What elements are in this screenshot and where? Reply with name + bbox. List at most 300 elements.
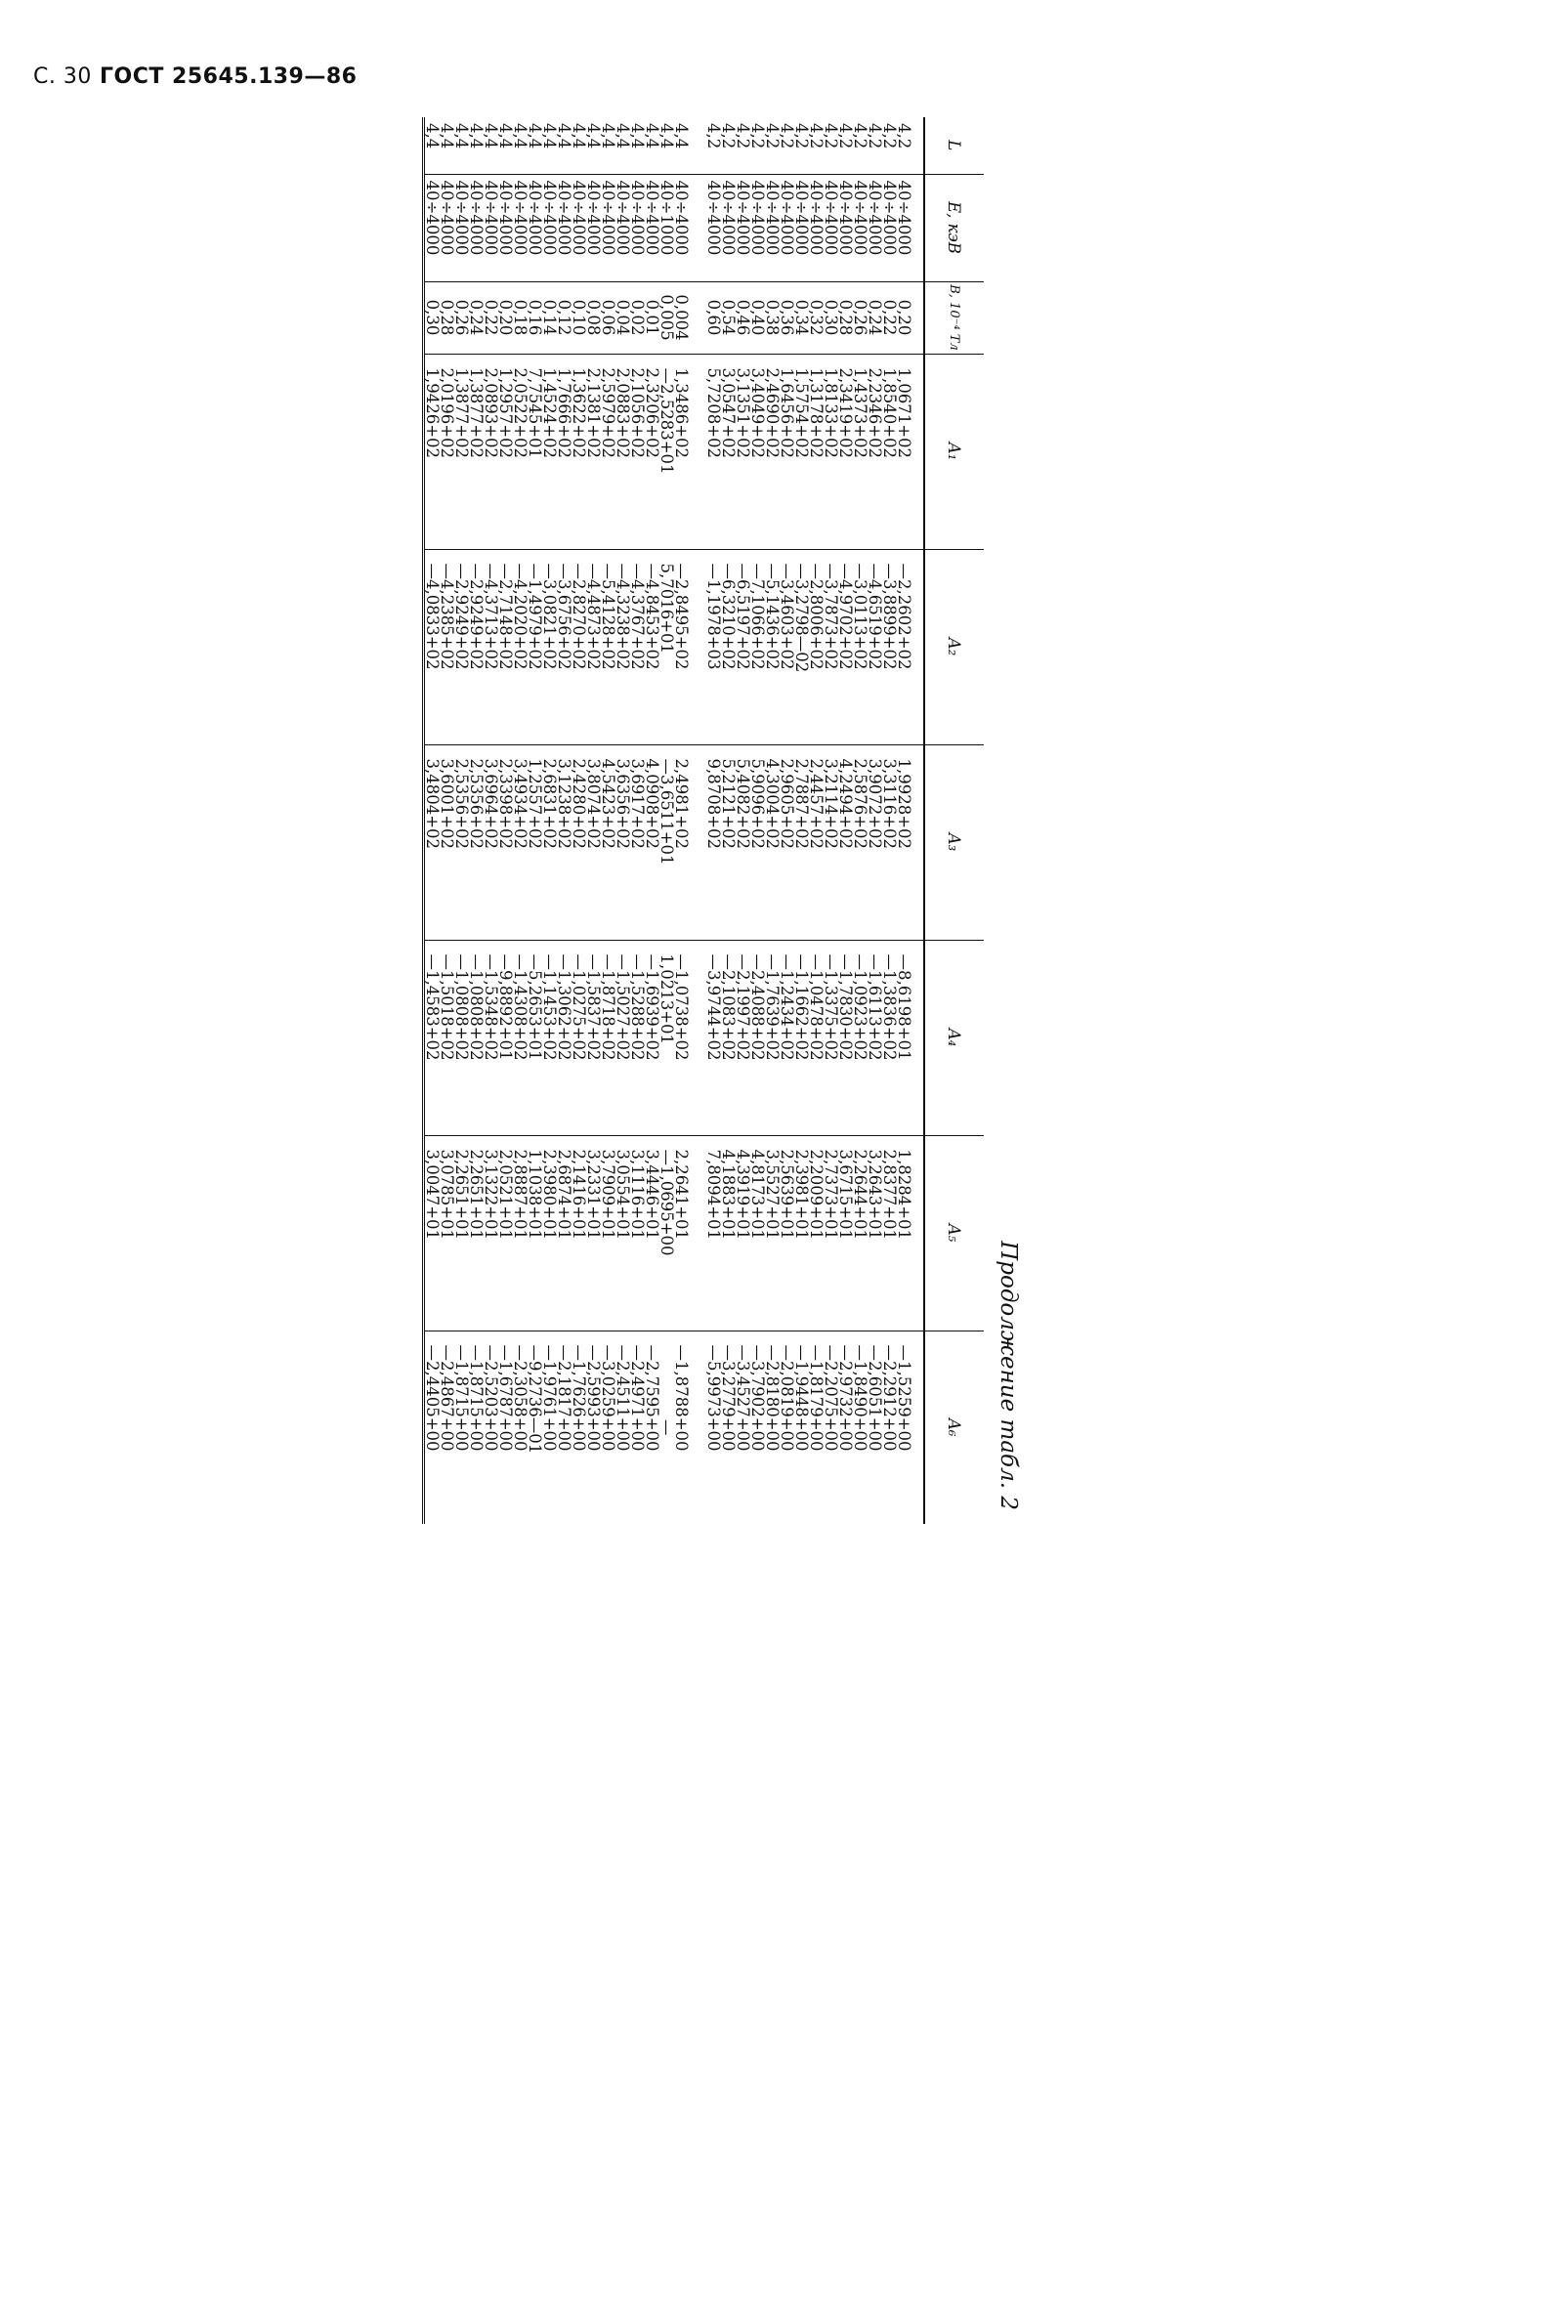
cell-A2: —3,0113+02 — [853, 549, 868, 744]
cell-A1: 1,3877+02 — [469, 354, 484, 549]
cell-A3: 3,8074+02 — [586, 744, 601, 940]
cell-B: 0,40 — [750, 281, 765, 354]
cell-B: 0,06 — [601, 281, 615, 354]
cell-L: 4,4 — [599, 123, 617, 149]
cell-A3: 3,6964+02 — [484, 744, 498, 940]
cell-A1: 1,0671+02 — [897, 354, 924, 549]
col-header-B: B, 10⁻⁴ Тл — [924, 281, 984, 354]
cell-A2: —4,4873+02 — [586, 549, 601, 744]
cell-A4: —1,3062+02 — [557, 940, 572, 1135]
table-row — [615, 117, 630, 1524]
cell-A3: 1,9928+02 — [897, 744, 924, 940]
cell-A2: —4,3238+02 — [615, 549, 630, 744]
table-row — [721, 117, 736, 1524]
cell-L: 4,2 — [778, 123, 796, 149]
cell-A3: 2,4457+02 — [809, 744, 824, 940]
cell-A3: 3,4804+02 — [424, 744, 441, 940]
cell-E: 40÷4000 — [572, 174, 586, 281]
cell-A2: —2,8495+02 — [674, 549, 689, 744]
cell-A4: —1,1453+02 — [542, 940, 557, 1135]
cell-A5: 1,1038+01 — [528, 1135, 542, 1331]
cell-A2: —5,1436+02 — [765, 549, 780, 744]
cell-A3: 4,0908+02 — [645, 744, 659, 940]
cell-A6: —2,5993+00 — [586, 1331, 601, 1524]
cell-E: 40÷4000 — [794, 174, 809, 281]
cell-E: 40÷4000 — [469, 174, 484, 281]
table-row — [498, 117, 513, 1524]
cell-A6: —3,2779+00 — [721, 1331, 736, 1524]
cell-L: 4,4 — [672, 123, 691, 149]
cell-A2: —2,9249+02 — [469, 549, 484, 744]
cell-A4: —2,1997+02 — [736, 940, 750, 1135]
cell-A5: 3,7909+01 — [601, 1135, 615, 1331]
cell-B: 0,14 — [542, 281, 557, 354]
cell-A5: 2,2651+01 — [469, 1135, 484, 1331]
table-row — [586, 117, 601, 1524]
table-caption: Продолжение табл. 2 — [996, 1241, 1021, 1510]
cell-A6: —2,4405+00 — [424, 1331, 441, 1524]
cell-L: 4,4 — [540, 123, 559, 149]
cell-A4: —1,5288+02 — [630, 940, 645, 1135]
table-row — [528, 117, 542, 1524]
table-row — [542, 117, 557, 1524]
cell-A6: —1,8788+00 — [674, 1331, 689, 1524]
cell-A2: —3,8899+02 — [882, 549, 897, 744]
cell-A6: —2,4511+00 — [615, 1331, 630, 1524]
table-row — [659, 117, 674, 1524]
cell-B: 0,30 — [424, 281, 441, 354]
cell-A5: 2,5639+01 — [780, 1135, 794, 1331]
cell-A5: 3,6715+01 — [838, 1135, 853, 1331]
cell-A5: 2,1416+01 — [572, 1135, 586, 1331]
cell-A1: 3,1351+02 — [736, 354, 750, 549]
cell-B: 0,18 — [513, 281, 528, 354]
page-number: С. 30 — [33, 64, 92, 89]
cell-A4: —8,6198+01 — [897, 940, 924, 1135]
table-row — [440, 117, 454, 1524]
table-row — [897, 117, 924, 1524]
cell-A5: 2,3981+01 — [794, 1135, 809, 1331]
cell-E: 40÷4000 — [897, 174, 924, 281]
cell-B: 0,02 — [630, 281, 645, 354]
cell-A2: —3,7873+02 — [824, 549, 838, 744]
cell-B: 0,30 — [824, 281, 838, 354]
cell-B: 0,26 — [454, 281, 469, 354]
cell-A1: 1,6456+02 — [780, 354, 794, 549]
cell-L: 4,2 — [807, 123, 826, 149]
cell-A5: 2,6874+01 — [557, 1135, 572, 1331]
cell-A2: —5,4128+02 — [601, 549, 615, 744]
table-row — [572, 117, 586, 1524]
cell-L: 4,4 — [584, 123, 603, 149]
col-header-A6: A₆ — [924, 1331, 984, 1524]
cell-A6: —2,2075+00 — [824, 1331, 838, 1524]
cell-A2: —4,6519+02 — [868, 549, 882, 744]
cell-B: 0,005 — [659, 281, 674, 354]
cell-L: 4,2 — [895, 123, 913, 149]
cell-L: 4,4 — [526, 123, 544, 149]
cell-A6: —3,7902+00 — [750, 1331, 765, 1524]
cell-A3: —3,6511+01 — [659, 744, 674, 940]
cell-A1: 1,2957+02 — [498, 354, 513, 549]
cell-E: 40÷4000 — [674, 174, 689, 281]
cell-E: 40÷4000 — [528, 174, 542, 281]
cell-B: 0,04 — [615, 281, 630, 354]
cell-A2: —2,9249+02 — [454, 549, 469, 744]
cell-A1: 2,3419+02 — [838, 354, 853, 549]
cell-B: 0,10 — [572, 281, 586, 354]
cell-B: 0,12 — [557, 281, 572, 354]
col-header-A5: A₅ — [924, 1135, 984, 1331]
cell-E: 40÷4000 — [868, 174, 882, 281]
cell-L: 4,2 — [748, 123, 767, 149]
cell-A2: —3,4603+02 — [780, 549, 794, 744]
cell-A6: —2,6051+00 — [868, 1331, 882, 1524]
cell-B: 0,36 — [780, 281, 794, 354]
cell-A4: —1,4583+02 — [424, 940, 441, 1135]
cell-A5: 2,8887+01 — [513, 1135, 528, 1331]
cell-A3: 5,9096+02 — [750, 744, 765, 940]
cell-A5: 3,0047+01 — [424, 1135, 441, 1331]
cell-A1: —2,5283+01 — [659, 354, 674, 549]
table-row — [736, 117, 750, 1524]
col-header-A4: A₄ — [924, 940, 984, 1135]
cell-A4: —1,5348+02 — [484, 940, 498, 1135]
cell-A4: —2,1083+02 — [721, 940, 736, 1135]
cell-A2: —4,2020+02 — [513, 549, 528, 744]
cell-A1: 7,7545+01 — [528, 354, 542, 549]
cell-A2: 5,7016+01 — [659, 549, 674, 744]
cell-A5: 4,1883+01 — [721, 1135, 736, 1331]
cell-L: 4,2 — [866, 123, 884, 149]
cell-A4: —1,7639+02 — [765, 940, 780, 1135]
cell-A3: 3,6356+02 — [615, 744, 630, 940]
cell-A6: — — [659, 1331, 674, 1524]
cell-B: 0,54 — [721, 281, 736, 354]
cell-B: 0,08 — [586, 281, 601, 354]
cell-A1: 2,0522+02 — [513, 354, 528, 549]
cell-A5: 2,7373+01 — [824, 1135, 838, 1331]
cell-A1: 1,4524+02 — [542, 354, 557, 549]
cell-A2: —4,0833+02 — [424, 549, 441, 744]
cell-A1: 3,4049+02 — [750, 354, 765, 549]
table-row — [882, 117, 897, 1524]
cell-A5: 4,3919+01 — [736, 1135, 750, 1331]
cell-E: 40÷4000 — [601, 174, 615, 281]
cell-A5: 3,1322+01 — [484, 1135, 498, 1331]
cell-A6: —1,8490+00 — [853, 1331, 868, 1524]
cell-A3: 3,6917+02 — [630, 744, 645, 940]
cell-A4: —1,0923+02 — [853, 940, 868, 1135]
cell-A6: —1,8715+00 — [469, 1331, 484, 1524]
cell-A2: —6,5197+02 — [736, 549, 750, 744]
table-row — [513, 117, 528, 1524]
table-row — [484, 117, 498, 1524]
cell-A1: 2,4690+02 — [765, 354, 780, 549]
cell-A4: —1,8718+02 — [601, 940, 615, 1135]
cell-A5: 4,8173+01 — [750, 1135, 765, 1331]
cell-L: 4,4 — [496, 123, 515, 149]
cell-A6: —2,0819+00 — [780, 1331, 794, 1524]
cell-E: 40÷4000 — [824, 174, 838, 281]
cell-A2: —4,2385+02 — [440, 549, 454, 744]
cell-A2: —2,7148+02 — [498, 549, 513, 744]
cell-A6: —3,0259+00 — [601, 1331, 615, 1524]
cell-A4: —1,6113+02 — [868, 940, 882, 1135]
cell-E: 40÷4000 — [513, 174, 528, 281]
cell-A4: —5,2653+01 — [528, 940, 542, 1135]
cell-E: 40÷4000 — [542, 174, 557, 281]
cell-A2: —2,8006+02 — [809, 549, 824, 744]
cell-A2: —1,4979+02 — [528, 549, 542, 744]
cell-B: 0,20 — [498, 281, 513, 354]
cell-L: 4,2 — [851, 123, 869, 149]
cell-A3: 2,7887+02 — [794, 744, 809, 940]
cell-A5: 3,2643+01 — [868, 1135, 882, 1331]
cell-A5: 3,0785+01 — [440, 1135, 454, 1331]
cell-A4: —1,5837+02 — [586, 940, 601, 1135]
cell-A3: 2,4981+02 — [674, 744, 689, 940]
cell-A1: 3,0547+02 — [721, 354, 736, 549]
cell-E: 40÷4000 — [780, 174, 794, 281]
cell-A5: 3,1116+01 — [630, 1135, 645, 1331]
cell-A6: —2,3058+00 — [513, 1331, 528, 1524]
table-row — [794, 117, 809, 1524]
col-header-L: L — [924, 117, 984, 174]
cell-A5: 1,8284+01 — [897, 1135, 924, 1331]
table-row — [809, 117, 824, 1524]
cell-A4: —1,3836+02 — [882, 940, 897, 1135]
cell-A4: —1,5018+02 — [440, 940, 454, 1135]
cell-A3: 3,9072+02 — [868, 744, 882, 940]
cell-A2: —4,9702+02 — [838, 549, 853, 744]
cell-L: 4,4 — [614, 123, 632, 149]
cell-B: 0,01 — [645, 281, 659, 354]
cell-A1: 2,1381+02 — [586, 354, 601, 549]
cell-L: 4,2 — [822, 123, 840, 149]
cell-A3: 2,6831+02 — [542, 744, 557, 940]
cell-A3: 5,4082+02 — [736, 744, 750, 940]
cell-A3: 4,2494+02 — [838, 744, 853, 940]
cell-E: 40÷1000 — [659, 174, 674, 281]
cell-A1: 1,5754+02 — [794, 354, 809, 549]
cell-A5: 7,8094+01 — [706, 1135, 721, 1331]
cell-A1: 2,1056+02 — [630, 354, 645, 549]
cell-A6: —2,9732+00 — [838, 1331, 853, 1524]
cell-E: 40÷4000 — [557, 174, 572, 281]
cell-A6: —1,8715+00 — [454, 1331, 469, 1524]
cell-A4: —1,0275+02 — [572, 940, 586, 1135]
col-header-A1: A₁ — [924, 354, 984, 549]
cell-B: 0,16 — [528, 281, 542, 354]
cell-A3: 3,1238+02 — [557, 744, 572, 940]
cell-A6: —2,1817+00 — [557, 1331, 572, 1524]
cell-A3: 1,2557+02 — [528, 744, 542, 940]
cell-L: 4,2 — [763, 123, 782, 149]
cell-E: 40÷4000 — [853, 174, 868, 281]
cell-A3: 2,4280+02 — [572, 744, 586, 940]
cell-B: 0,22 — [484, 281, 498, 354]
cell-A1: 1,8133+02 — [824, 354, 838, 549]
cell-A1: 1,8540+02 — [882, 354, 897, 549]
table-row — [601, 117, 615, 1524]
cell-L: 4,4 — [423, 123, 442, 149]
col-header-A2: A₂ — [924, 549, 984, 744]
cell-B: 0,46 — [736, 281, 750, 354]
cell-L: 4,2 — [792, 123, 811, 149]
cell-A4: —1,7830+02 — [838, 940, 853, 1135]
cell-A1: 1,4373+02 — [853, 354, 868, 549]
cell-A4: —1,2434+02 — [780, 940, 794, 1135]
cell-A6: —2,4867+00 — [440, 1331, 454, 1524]
cell-E: 40÷4000 — [721, 174, 736, 281]
cell-L: 4,4 — [657, 123, 676, 149]
cell-A4: —1,6939+02 — [645, 940, 659, 1135]
cell-A3: 3,4934+02 — [513, 744, 528, 940]
col-header-E: E, кэВ — [924, 174, 984, 281]
table-row — [454, 117, 469, 1524]
cell-A3: 2,5876+02 — [853, 744, 868, 940]
cell-E: 40÷4000 — [615, 174, 630, 281]
cell-A5: 3,2331+01 — [586, 1135, 601, 1331]
table-row — [868, 117, 882, 1524]
cell-A1: 2,2346+02 — [868, 354, 882, 549]
cell-E: 40÷4000 — [440, 174, 454, 281]
cell-A6: —1,6787+00 — [498, 1331, 513, 1524]
cell-E: 40÷4000 — [586, 174, 601, 281]
cell-A4: —1,0478+02 — [809, 940, 824, 1135]
cell-E: 40÷4000 — [630, 174, 645, 281]
cell-E: 40÷4000 — [706, 174, 721, 281]
cell-E: 40÷4000 — [454, 174, 469, 281]
cell-A4: —3,9744+02 — [706, 940, 721, 1135]
cell-A3: 2,5356+02 — [469, 744, 484, 940]
cell-A4: —1,5027+02 — [615, 940, 630, 1135]
cell-A5: 2,3980+01 — [542, 1135, 557, 1331]
cell-A4: —1,0808+02 — [454, 940, 469, 1135]
cell-A1: 2,3206+02 — [645, 354, 659, 549]
cell-A6: —2,2912+00 — [882, 1331, 897, 1524]
cell-A5: 2,2641+01 — [674, 1135, 689, 1331]
cell-A1: 1,3178+02 — [809, 354, 824, 549]
cell-A6: —2,4971+00 — [630, 1331, 645, 1524]
rotated-table-block — [117, 117, 1021, 1524]
table-row — [750, 117, 765, 1524]
cell-A5: 3,5527+01 — [765, 1135, 780, 1331]
cell-A6: —1,9761+00 — [542, 1331, 557, 1524]
table-row — [780, 117, 794, 1524]
cell-A4: —1,1662+02 — [794, 940, 809, 1135]
cell-A5: 2,2651+01 — [454, 1135, 469, 1331]
cell-A2: —2,8270+02 — [572, 549, 586, 744]
cell-A1: 2,0893+02 — [484, 354, 498, 549]
cell-A2: —3,6756+02 — [557, 549, 572, 744]
cell-A5: 3,0554+01 — [615, 1135, 630, 1331]
cell-B: 0,28 — [440, 281, 454, 354]
cell-A3: 3,2114+02 — [824, 744, 838, 940]
cell-A3: 3,3116+02 — [882, 744, 897, 940]
cell-A2: —1,1978+03 — [706, 549, 721, 744]
cell-A4: —1,3375+02 — [824, 940, 838, 1135]
cell-L: 4,4 — [628, 123, 647, 149]
table-row — [630, 117, 645, 1524]
cell-A6: —2,8180+00 — [765, 1331, 780, 1524]
cell-B: 0,38 — [765, 281, 780, 354]
table-row — [838, 117, 853, 1524]
cell-A5: 2,0521+01 — [498, 1135, 513, 1331]
cell-A6: —1,8179+00 — [809, 1331, 824, 1524]
cell-A4: —9,8892+01 — [498, 940, 513, 1135]
cell-A5: 3,4446+01 — [645, 1135, 659, 1331]
cell-L: 4,2 — [836, 123, 855, 149]
cell-B: 0,32 — [809, 281, 824, 354]
standard-code: ГОСТ 25645.139—86 — [100, 64, 358, 89]
cell-L: 4,4 — [511, 123, 530, 149]
cell-B: 0,26 — [853, 281, 868, 354]
cell-A3: 2,3398+02 — [498, 744, 513, 940]
cell-A3: 2,5356+02 — [454, 744, 469, 940]
cell-A1: 1,3486+02 — [674, 354, 689, 549]
cell-A2: —7,1066+02 — [750, 549, 765, 744]
cell-A4: 1,0213+01 — [659, 940, 674, 1135]
cell-B: 0,28 — [838, 281, 853, 354]
cell-A6: —3,4527+00 — [736, 1331, 750, 1524]
cell-L: 4,4 — [570, 123, 588, 149]
cell-B: 0,34 — [794, 281, 809, 354]
cell-A2: —2,2602+02 — [897, 549, 924, 744]
cell-A6: —5,9973+00 — [706, 1331, 721, 1524]
cell-A1: 1,3877+02 — [454, 354, 469, 549]
table-row — [765, 117, 780, 1524]
cell-A6: —2,5203+00 — [484, 1331, 498, 1524]
cell-E: 40÷4000 — [750, 174, 765, 281]
cell-A5: 2,8377+01 — [882, 1135, 897, 1331]
cell-A5: 2,2644+01 — [853, 1135, 868, 1331]
cell-L: 4,4 — [438, 123, 456, 149]
cell-A1: 1,7666+02 — [557, 354, 572, 549]
cell-L: 4,2 — [734, 123, 752, 149]
cell-L: 4,4 — [643, 123, 661, 149]
cell-B: 0,24 — [868, 281, 882, 354]
table-row — [674, 117, 689, 1524]
cell-L: 4,4 — [482, 123, 500, 149]
cell-A1: 1,9426+02 — [424, 354, 441, 549]
cell-A3: 3,6001+02 — [440, 744, 454, 940]
cell-E: 40÷4000 — [838, 174, 853, 281]
cell-E: 40÷4000 — [765, 174, 780, 281]
cell-B: 0,60 — [706, 281, 721, 354]
cell-A4: —1,0808+02 — [469, 940, 484, 1135]
cell-L: 4,2 — [880, 123, 899, 149]
cell-A2: —6,3210+02 — [721, 549, 736, 744]
cell-A2: —4,3767+02 — [630, 549, 645, 744]
cell-E: 40÷4000 — [498, 174, 513, 281]
coefficients-table — [422, 117, 984, 1524]
table-row — [706, 117, 721, 1524]
cell-A1: 2,0883+02 — [615, 354, 630, 549]
cell-B: 0,24 — [469, 281, 484, 354]
cell-A2: —3,2798—02 — [794, 549, 809, 744]
cell-A5: —1,0695+00 — [659, 1135, 674, 1331]
cell-L: 4,4 — [452, 123, 471, 149]
cell-A6: —1,9448+00 — [794, 1331, 809, 1524]
cell-A6: —1,5259+00 — [897, 1331, 924, 1524]
cell-A4: —2,4088+02 — [750, 940, 765, 1135]
cell-A6: —9,2736—01 — [528, 1331, 542, 1524]
cell-L: 4,4 — [555, 123, 573, 149]
cell-L: 4,2 — [704, 123, 723, 149]
cell-A1: 5,7208+02 — [706, 354, 721, 549]
